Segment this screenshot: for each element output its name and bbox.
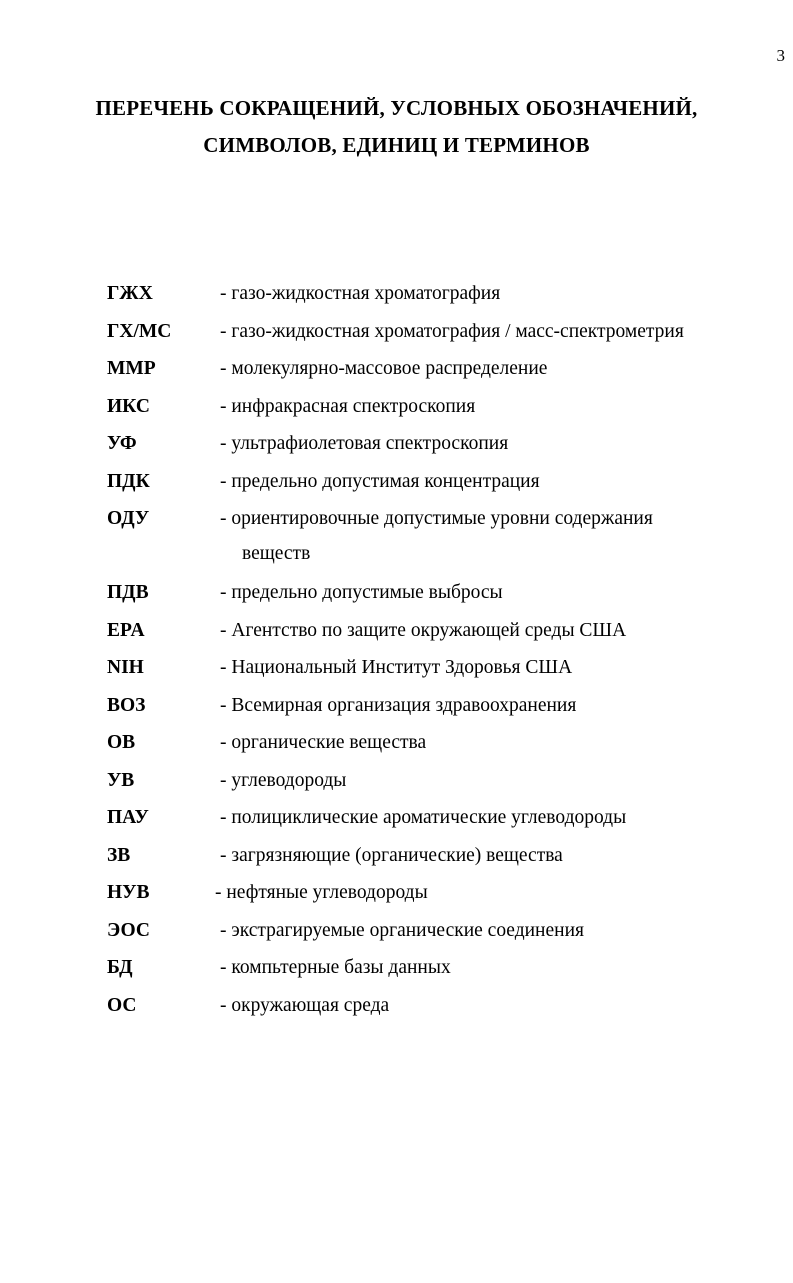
list-item xyxy=(107,578,777,616)
abbreviation-definition: - ультрафиолетовая спектроскопия xyxy=(220,433,509,454)
abbreviation-term: ОС xyxy=(107,994,137,1016)
list-item xyxy=(107,504,777,578)
list-item xyxy=(107,354,777,392)
abbreviation-term: ЭОС xyxy=(107,919,150,941)
abbreviation-definition-wrapped xyxy=(220,501,760,571)
abbreviation-term: EPA xyxy=(107,619,145,641)
abbreviation-definition: - нефтяные углеводороды xyxy=(215,882,428,903)
abbreviation-term: БД xyxy=(107,957,133,978)
abbreviation-term: ГЖХ xyxy=(107,283,153,304)
abbreviation-term: ПАУ xyxy=(107,807,149,828)
list-item xyxy=(107,653,777,691)
abbreviation-definition: - окружающая среда xyxy=(220,994,390,1016)
abbreviation-definition: - экстрагируемые органические соединения xyxy=(220,919,584,941)
list-item xyxy=(107,392,777,430)
abbreviation-term: ПДК xyxy=(107,470,150,492)
list-item xyxy=(107,616,777,654)
abbreviation-definition: - ориентировочные допустимые уровни содержания xyxy=(220,508,653,529)
abbreviation-definition: - загрязняющие (органические) вещества xyxy=(220,844,563,866)
title-line-1: ПЕРЕЧЕНЬ СОКРАЩЕНИЙ, УСЛОВНЫХ ОБОЗНАЧЕНИЙ, xyxy=(95,96,698,120)
abbreviation-definition: - Агентство по защите окружающей среды США xyxy=(220,619,627,641)
abbreviation-term: ВОЗ xyxy=(107,694,146,716)
list-item xyxy=(107,728,777,766)
page-number: 3 xyxy=(776,46,785,65)
abbreviation-list xyxy=(107,279,777,1028)
list-item xyxy=(107,878,777,916)
abbreviation-term: ОДУ xyxy=(107,508,150,529)
abbreviation-definition-continuation: веществ xyxy=(242,543,311,564)
list-item xyxy=(107,991,777,1029)
abbreviation-definition: - компьтерные базы данных xyxy=(220,957,451,978)
abbreviation-definition: - газо-жидкостная хроматография xyxy=(220,283,501,304)
abbreviation-definition: - Национальный Институт Здоровья США xyxy=(220,657,573,678)
abbreviation-definition: - полициклические ароматические углеводороды xyxy=(220,807,627,828)
abbreviation-definition: - газо-жидкостная хроматография / масс-спектрометрия xyxy=(220,320,684,342)
list-item xyxy=(107,953,777,991)
abbreviation-term: ММР xyxy=(107,358,156,379)
list-item xyxy=(107,841,777,879)
abbreviation-definition: - предельно допустимые выбросы xyxy=(220,582,503,603)
list-item xyxy=(107,691,777,729)
abbreviation-term: НУВ xyxy=(107,882,150,903)
abbreviation-term: ОВ xyxy=(107,732,136,753)
abbreviation-definition: - углеводороды xyxy=(220,769,347,791)
abbreviation-term: ЗВ xyxy=(107,844,131,866)
abbreviation-definition: - органические вещества xyxy=(220,732,427,753)
abbreviation-term: ПДВ xyxy=(107,582,149,603)
list-item xyxy=(107,803,777,841)
list-item xyxy=(107,467,777,505)
list-item xyxy=(107,429,777,467)
page-title xyxy=(0,90,793,164)
abbreviation-definition: - предельно допустимая концентрация xyxy=(220,470,540,492)
abbreviation-term: УВ xyxy=(107,769,135,791)
title-line-2: СИМВОЛОВ, ЕДИНИЦ И ТЕРМИНОВ xyxy=(203,133,590,157)
abbreviation-term: ИКС xyxy=(107,395,150,417)
abbreviation-term: ГХ/МС xyxy=(107,320,172,342)
list-item xyxy=(107,279,777,317)
list-item xyxy=(107,766,777,804)
list-item xyxy=(107,916,777,954)
abbreviation-term: NIH xyxy=(107,657,144,678)
abbreviation-definition: - молекулярно-массовое распределение xyxy=(220,358,548,379)
abbreviation-definition: - Всемирная организация здравоохранения xyxy=(220,694,577,716)
list-item xyxy=(107,317,777,355)
abbreviation-definition: - инфракрасная спектроскопия xyxy=(220,395,476,417)
abbreviation-term: УФ xyxy=(107,433,137,454)
